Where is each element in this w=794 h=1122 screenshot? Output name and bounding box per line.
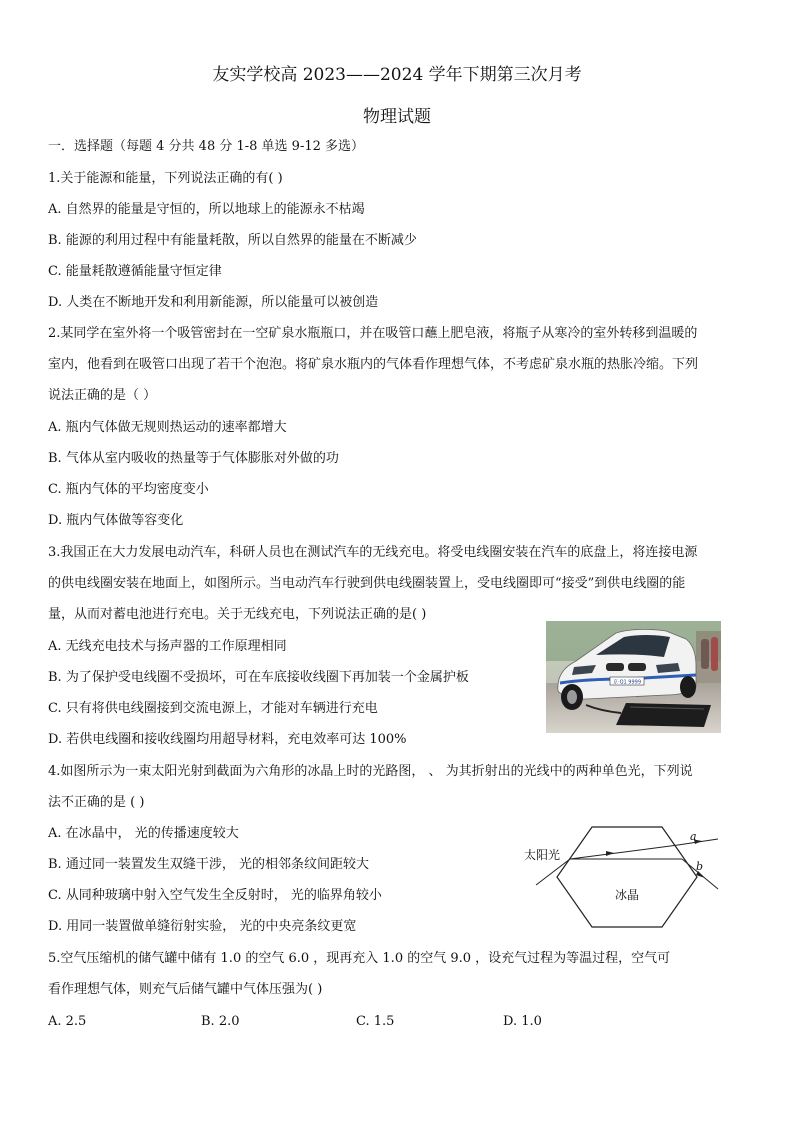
license-plate-text: 京·Q1 9999 <box>612 679 642 686</box>
ice-crystal-diagram <box>522 815 727 935</box>
q4-stem-line-1: 4.如图所示为一束太阳光射到截面为六角形的冰晶上时的光路图， 、 为其折射出的光线中的两种单色光，下列说 <box>48 764 693 779</box>
q2-option-d: D. 瓶内气体做等容变化 <box>48 513 184 528</box>
q1-option-b: B. 能源的利用过程中有能量耗散，所以自然界的能量在不断减少 <box>48 233 417 248</box>
exam-subtitle: 物理试题 <box>363 107 431 127</box>
q4-option-d: D. 用同一装置做单缝衍射实验， 光的中央亮条纹更宽 <box>48 919 357 934</box>
ice-crystal-figure <box>522 815 727 935</box>
sunlight-label: 太阳光 <box>524 848 561 862</box>
q1-option-c: C. 能量耗散遵循能量守恒定律 <box>48 264 222 279</box>
ev-car-illustration <box>546 621 721 733</box>
q4-option-c: C. 从同种玻璃中射入空气发生全反射时， 光的临界角较小 <box>48 888 382 903</box>
q3-stem-line-3: 量，从而对蓄电池进行充电。关于无线充电，下列说法正确的是( ) <box>48 607 427 622</box>
ice-crystal-label: 冰晶 <box>614 888 640 902</box>
q2-option-a: A. 瓶内气体做无规则热运动的速率都增大 <box>48 420 287 435</box>
hexagon-crystal <box>557 827 697 927</box>
q1-option-a: A. 自然界的能量是守恒的，所以地球上的能源永不枯竭 <box>48 202 365 217</box>
exam-title: 友实学校高 2023——2024 学年下期第三次月考 <box>212 65 582 85</box>
q3-option-d: D. 若供电线圈和接收线圈均用超导材料，充电效率可达 100% <box>48 732 407 747</box>
q5-option-c: C. 1.5 <box>356 1014 395 1029</box>
section-heading: 一．选择题（每题 4 分共 48 分 1-8 单选 9-12 多选） <box>48 139 365 154</box>
q3-option-c: C. 只有将供电线圈接到交流电源上，才能对车辆进行充电 <box>48 701 378 716</box>
internal-ray-a <box>570 845 678 859</box>
q2-option-b: B. 气体从室内吸收的热量等于气体膨胀对外做的功 <box>48 451 339 466</box>
ev-charging-photo <box>546 621 721 733</box>
q3-stem-line-2: 的供电线圈安装在地面上，如图所示。当电动汽车行驶到供电线圈装置上，受电线圈即可“接受”到供电线圈的能 <box>48 576 686 591</box>
q5-stem-line-1: 5.空气压缩机的储气罐中储有 1.0 的空气 6.0 ，现再充入 1.0 的空气 9.0 ，设充气过程为等温过程，空气可 <box>48 951 671 966</box>
q4-stem-line-2: 法不正确的是 ( ) <box>48 795 145 810</box>
q5-option-d: D. 1.0 <box>503 1014 542 1029</box>
ray-b-label: b <box>696 860 704 873</box>
ray-a-label: a <box>690 830 697 843</box>
incident-ray <box>536 859 570 885</box>
q2-stem-line-3: 说法正确的是（ ） <box>48 388 157 403</box>
q4-option-a: A. 在冰晶中， 光的传播速度较大 <box>48 826 239 841</box>
q2-stem-line-1: 2.某同学在室外将一个吸管密封在一空矿泉水瓶瓶口，并在吸管口蘸上肥皂液，将瓶子从寒冷的室外转移到温暖的 <box>48 326 698 341</box>
q1-stem: 1.关于能源和能量，下列说法正确的有( ) <box>48 171 283 186</box>
q5-option-b: B. 2.0 <box>201 1014 240 1029</box>
q2-stem-line-2: 室内，他看到在吸管口出现了若干个泡泡。将矿泉水瓶内的气体看作理想气体，不考虑矿泉水瓶的热胀冷缩。下列 <box>48 357 699 372</box>
q5-option-a: A. 2.5 <box>48 1014 87 1029</box>
q3-stem-line-1: 3.我国正在大力发展电动汽车，科研人员也在测试汽车的无线充电。将受电线圈安装在汽车的底盘上，将连接电源 <box>48 545 698 560</box>
q3-option-a: A. 无线充电技术与扬声器的工作原理相同 <box>48 639 287 654</box>
q1-option-d: D. 人类在不断地开发和利用新能源，所以能量可以被创造 <box>48 295 379 310</box>
q2-option-c: C. 瓶内气体的平均密度变小 <box>48 482 209 497</box>
q3-option-b: B. 为了保护受电线圈不受损坏，可在车底接收线圈下再加装一个金属护板 <box>48 670 469 685</box>
q5-stem-line-2: 看作理想气体，则充气后储气罐中气体压强为( ) <box>48 982 323 997</box>
q4-option-b: B. 通过同一装置发生双缝干涉， 光的相邻条纹间距较大 <box>48 857 369 872</box>
